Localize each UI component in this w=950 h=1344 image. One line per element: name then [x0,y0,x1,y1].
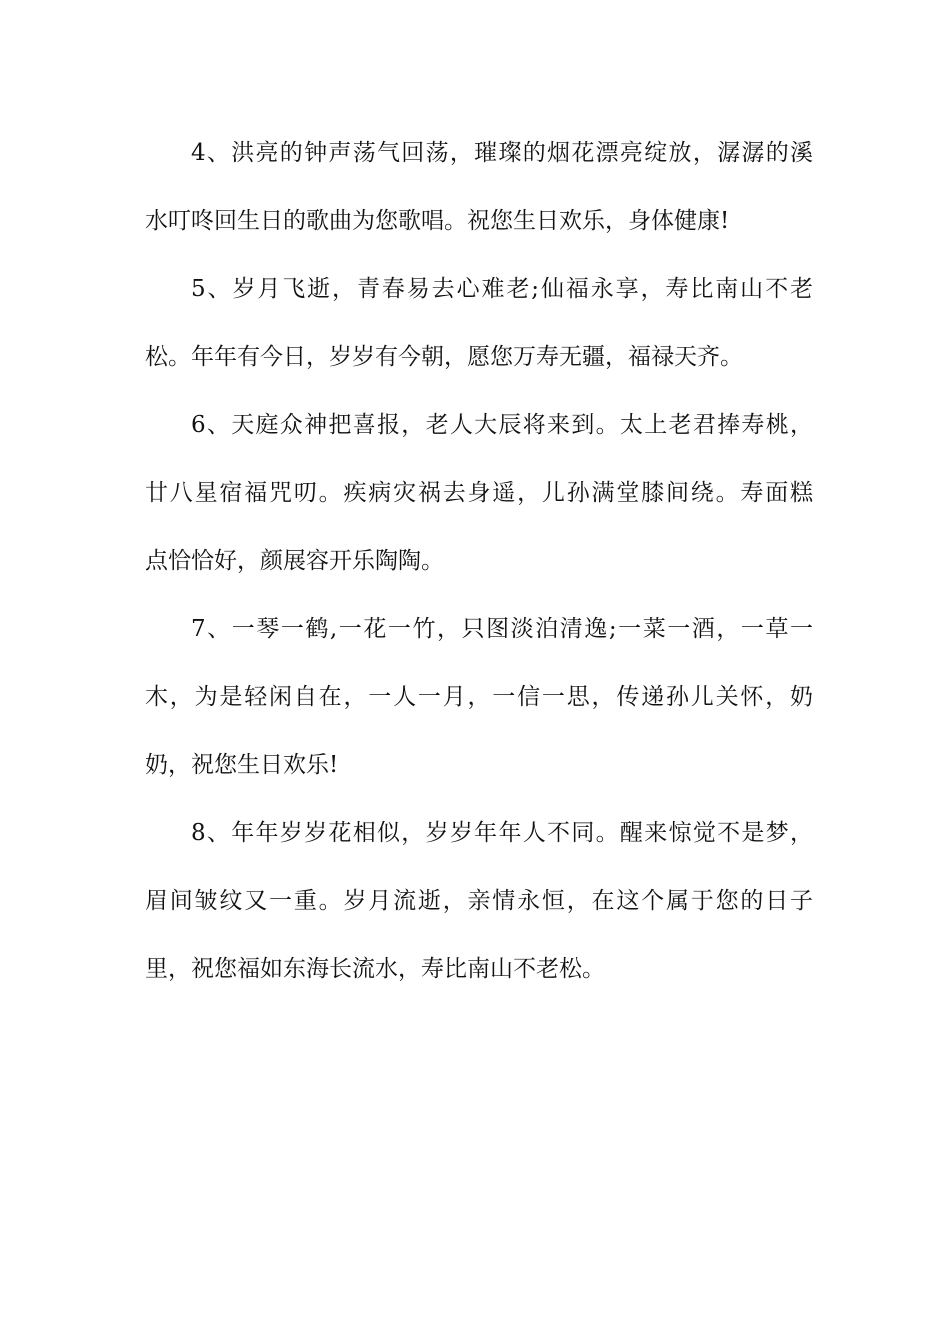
paragraph-4-line-1: 4、洪亮的钟声荡气回荡，璀璨的烟花漂亮绽放，潺潺的溪 [191,140,813,166]
paragraph-4-line-2: 水叮咚回生日的歌曲为您歌唱。祝您生日欢乐，身体健康! [145,208,730,234]
paragraph-8-line-3: 里，祝您福如东海长流水，寿比南山不老松。 [145,956,605,982]
paragraph-5-line-1: 5、岁月飞逝，青春易去心难老;仙福永享，寿比南山不老 [191,276,813,302]
paragraph-7-line-2: 木，为是轻闲自在，一人一月，一信一思，传递孙儿关怀，奶 [145,684,813,710]
paragraph-6-line-3: 点恰恰好，颜展容开乐陶陶。 [145,548,444,574]
paragraph-8-line-1: 8、年年岁岁花相似，岁岁年年人不同。醒来惊觉不是梦， [191,820,813,846]
paragraph-6-line-2: 廿八星宿福咒叨。疾病灾祸去身遥，儿孙满堂膝间绕。寿面糕 [145,480,813,506]
paragraph-6-line-1: 6、天庭众神把喜报，老人大辰将来到。太上老君捧寿桃， [191,412,813,438]
document-body [145,126,813,1010]
paragraph-5-line-2: 松。年年有今日，岁岁有今朝，愿您万寿无疆，福禄天齐。 [145,344,743,370]
paragraph-7-line-3: 奶，祝您生日欢乐! [145,752,339,778]
paragraph-7-line-1: 7、一琴一鹤,一花一竹，只图淡泊清逸;一菜一酒，一草一 [191,616,813,642]
paragraph-8-line-2: 眉间皱纹又一重。岁月流逝，亲情永恒，在这个属于您的日子 [145,888,813,914]
